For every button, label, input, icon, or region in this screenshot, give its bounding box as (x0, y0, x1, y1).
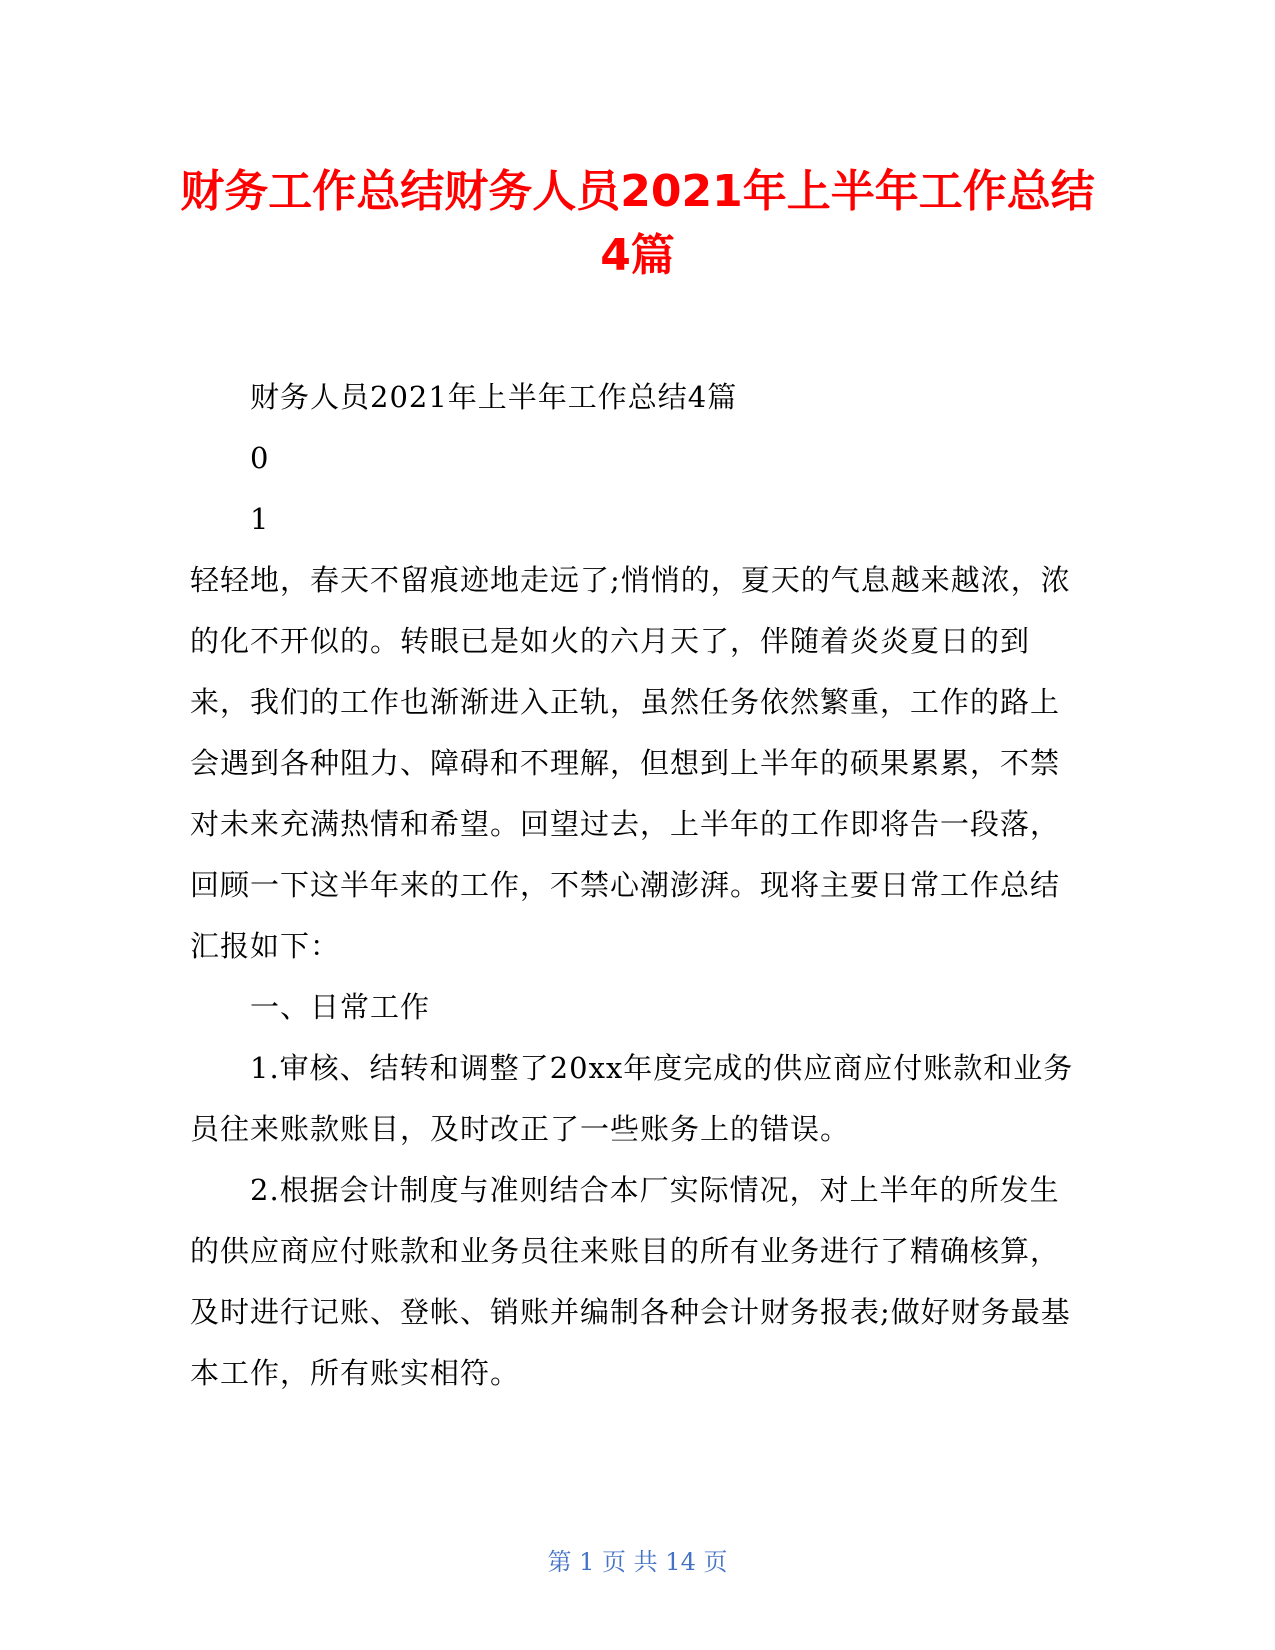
document-body (190, 367, 1085, 1404)
intro-paragraph: 轻轻地，春天不留痕迹地走远了;悄悄的，夏天的气息越来越浓，浓的化不开似的。转眼已是如火的六月天了，伴随着炎炎夏日的到来，我们的工作也渐渐进入正轨，虽然任务依然繁重，工作的路上会遇到各种阻力、障碍和不理解，但想到上半年的硕果累累，不禁对未来充满热情和希望。回望过去，上半年的工作即将告一段落，回顾一下这半年来的工作，不禁心潮澎湃。现将主要日常工作总结汇报如下： (190, 563, 1071, 963)
number-one: 1 (250, 502, 270, 536)
subtitle-paragraph: 财务人员2021年上半年工作总结4篇 (250, 380, 738, 414)
number-zero: 0 (250, 441, 270, 475)
document-title (150, 160, 1125, 288)
list-item-1: 1.审核、结转和调整了20xx年度完成的供应商应付账款和业务员往来账款账目，及时改正了一些账务上的错误。 (190, 1051, 1074, 1146)
section-heading: 一、日常工作 (250, 990, 431, 1024)
title-line-2: 4篇 (600, 230, 675, 281)
list-item-2: 2.根据会计制度与准则结合本厂实际情况，对上半年的所发生的供应商应付账款和业务员往来账目的所有业务进行了精确核算，及时进行记账、登帐、销账并编制各种会计财务报表;做好财务最基本工作，所有账实相符。 (190, 1173, 1071, 1390)
title-line-1: 财务工作总结财务人员2021年上半年工作总结 (180, 166, 1095, 217)
page-number-footer: 第 1 页 共 14 页 (547, 1548, 728, 1576)
